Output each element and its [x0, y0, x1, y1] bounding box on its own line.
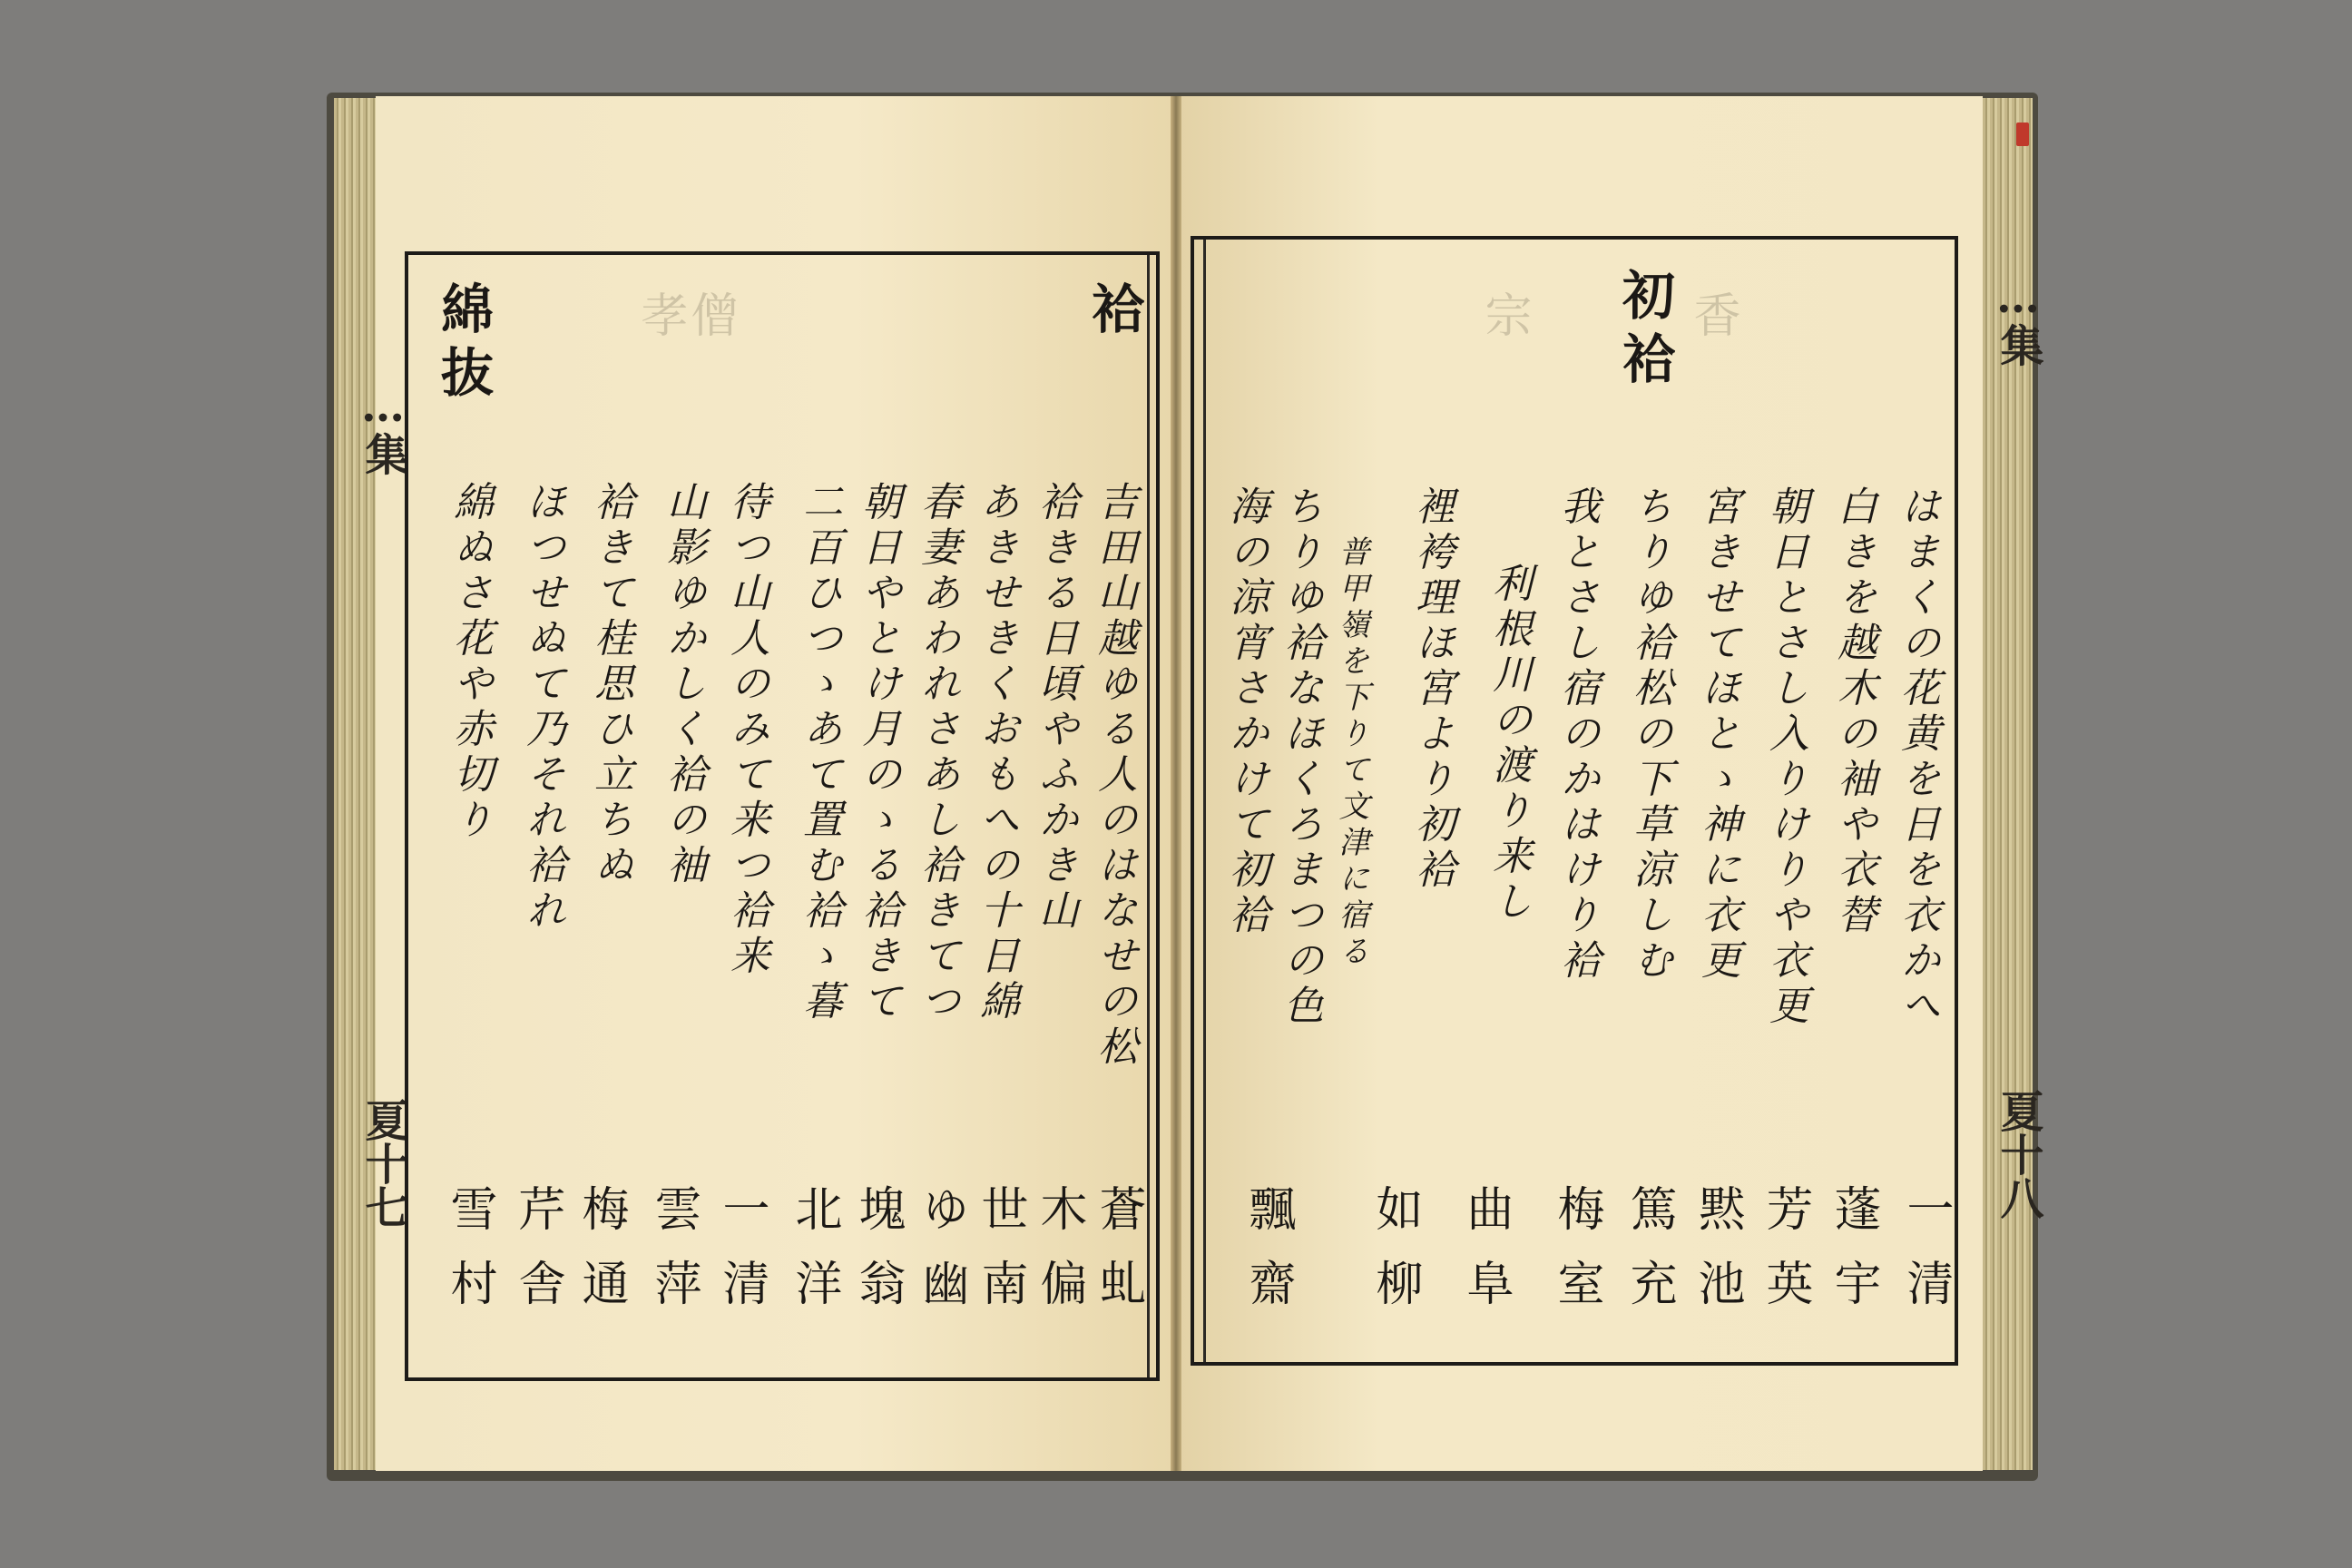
verse-line: 裡袴理ほ宮より初袷: [1408, 485, 1455, 894]
verse-line: 利根川の渡り来し: [1485, 563, 1532, 926]
show-through-text: 宗: [1476, 290, 1531, 356]
poet-name: 曲阜: [1458, 1184, 1513, 1333]
poet-name: 梅通: [573, 1184, 628, 1333]
poet-name: 世南: [973, 1184, 1027, 1333]
season-heading: 袷: [1083, 281, 1144, 345]
poet-name: 飄齋: [1240, 1184, 1295, 1333]
left-page-label: 夏十七: [358, 1098, 408, 1229]
poet-name: 木偏: [1032, 1184, 1086, 1333]
verse-line: 春妻あわれさあし袷きてつ: [914, 481, 960, 1025]
season-heading: 初袷: [1613, 268, 1675, 395]
poet-name: 雪村: [442, 1184, 496, 1333]
verse-line: 袷きて桂思ひ立ちぬ: [587, 481, 633, 889]
poet-name: 如柳: [1367, 1184, 1422, 1333]
verse-line: 吉田山越ゆる人のはなせの松: [1091, 481, 1137, 1071]
left-spine-title: …集: [358, 381, 408, 475]
poet-name: 芹舎: [510, 1184, 564, 1333]
poet-name: 篤充: [1622, 1184, 1676, 1333]
verse-line: 白きを越木の袖や衣替: [1830, 485, 1877, 939]
poet-name: 一清: [1898, 1184, 1953, 1333]
poet-name: ゆ幽: [914, 1184, 968, 1333]
verse-line: 普甲嶺を下りて文津に宿る: [1333, 535, 1369, 971]
season-heading: 綿抜: [432, 281, 494, 408]
show-through-text: 香: [1685, 290, 1740, 356]
verse-line: 袷きる日頃やふかき山: [1032, 481, 1078, 935]
poet-name: 一清: [714, 1184, 769, 1333]
show-through-text: 僧: [682, 290, 737, 356]
verse-line: 山影ゆかしく袷の袖: [660, 481, 706, 889]
verse-line: 朝日とさし入りけりや衣更: [1762, 485, 1808, 1030]
verse-line: 海の涼宵さかけて初袷: [1222, 485, 1269, 939]
verse-line: はまくの花黄を日を衣かへ: [1894, 485, 1940, 1030]
poet-name: 芳英: [1758, 1184, 1812, 1333]
verse-line: 綿ぬさ花や赤切り: [446, 481, 493, 844]
poet-name: 蒼虬: [1091, 1184, 1145, 1333]
red-tab-marker: [2016, 122, 2029, 146]
verse-line: あきせきくおもへの十日綿: [973, 481, 1019, 1025]
right-page-label: 夏十八: [1993, 1089, 2043, 1220]
poet-name: 蓬宇: [1826, 1184, 1880, 1333]
right-spine-title: …集: [1993, 272, 2043, 367]
verse-line: ちりゆ袷なほくろまつの色: [1277, 485, 1323, 1030]
verse-line: 宮きせてほとゝ神に衣更: [1694, 485, 1740, 985]
verse-line: 朝日やとけ月のゝる袷きて: [855, 481, 901, 1025]
left-page-edges: [334, 98, 379, 1470]
verse-line: 待つ山人のみて来つ袷来: [723, 481, 769, 980]
poet-name: 梅室: [1549, 1184, 1603, 1333]
verse-line: ほつせぬて乃それ袷れ: [519, 481, 565, 935]
show-through-text: 孝: [632, 290, 687, 356]
poet-name: 北洋: [787, 1184, 841, 1333]
right-frame-inner-rule: [1203, 240, 1206, 1362]
verse-line: 我とさし宿のかはけり袷: [1553, 485, 1600, 985]
verse-line: 二百ひつゝあて置む袷ゝ暮: [796, 481, 842, 1025]
poet-name: 塊翁: [850, 1184, 905, 1333]
poet-name: 雲萍: [646, 1184, 701, 1333]
book-gutter: [1171, 96, 1181, 1471]
verse-line: ちりゆ袷松の下草涼しむ: [1626, 485, 1672, 985]
poet-name: 黙池: [1690, 1184, 1744, 1333]
